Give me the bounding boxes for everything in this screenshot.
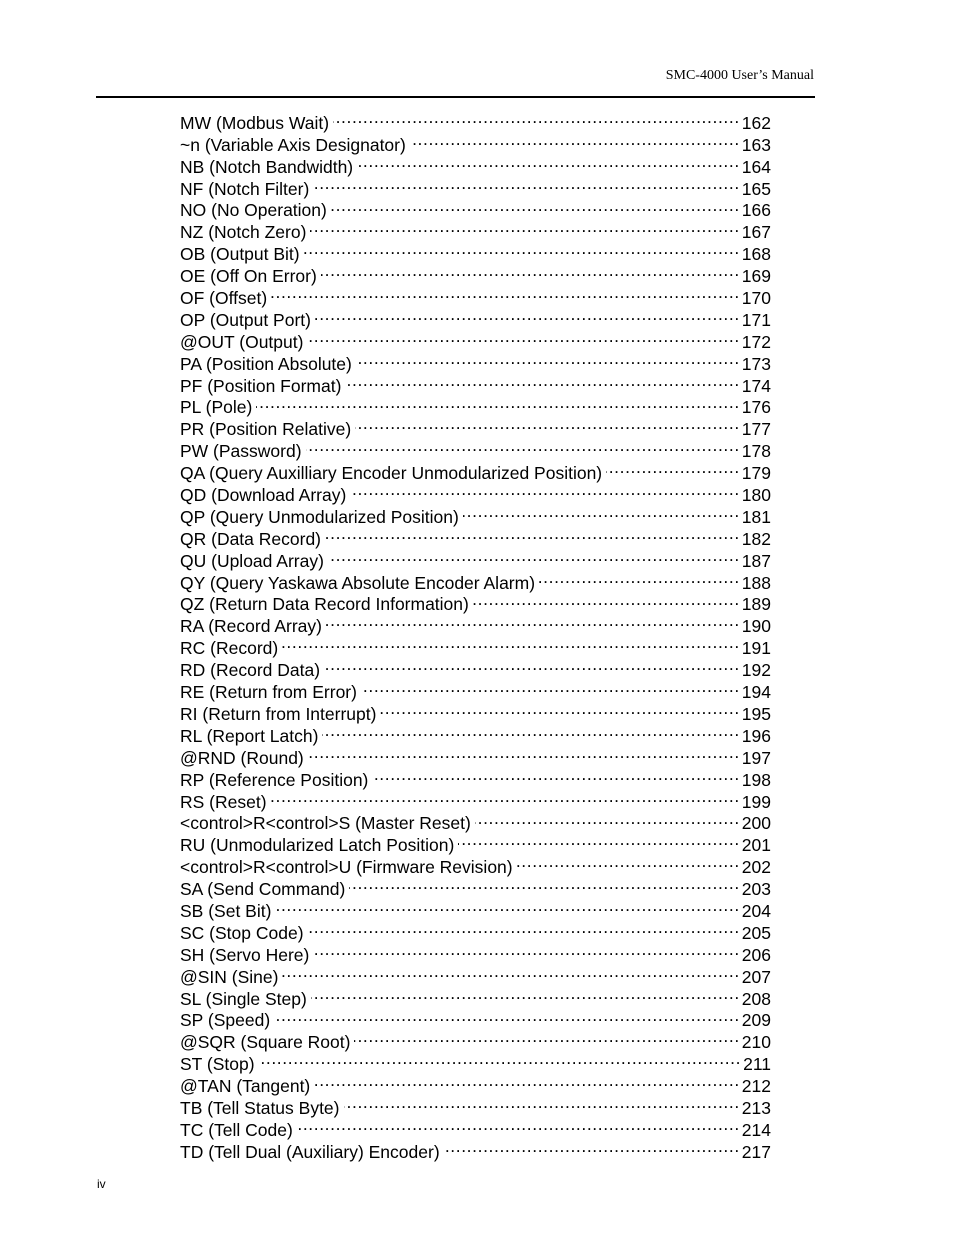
toc-entry-title: OE (Off On Error) bbox=[180, 266, 317, 287]
toc-entry-title: SH (Servo Here) bbox=[180, 944, 310, 965]
toc-entry-title: QA (Query Auxilliary Encoder Unmodularized Position) bbox=[180, 463, 603, 484]
toc-entry[interactable] bbox=[180, 413, 771, 440]
toc-entry-title: TC (Tell Code) bbox=[180, 1119, 293, 1140]
page-number: iv bbox=[97, 1177, 106, 1191]
toc-dot-leader bbox=[356, 348, 740, 370]
toc-dot-leader bbox=[349, 873, 739, 895]
toc-dot-leader bbox=[410, 129, 740, 151]
toc-entry-title: NB (Notch Bandwidth) bbox=[180, 156, 354, 177]
toc-entry-page: 207 bbox=[741, 966, 771, 987]
toc-dot-leader bbox=[271, 786, 740, 808]
toc-entry[interactable] bbox=[180, 1070, 771, 1097]
toc-entry-title: MW (Modbus Wait) bbox=[180, 112, 330, 133]
toc-dot-leader bbox=[313, 173, 739, 195]
toc-entry-page: 172 bbox=[741, 331, 771, 352]
toc-entry-page: 181 bbox=[741, 506, 771, 527]
toc-entry-title: QR (Data Record) bbox=[180, 528, 322, 549]
toc-dot-leader bbox=[306, 435, 740, 457]
toc-dot-leader bbox=[308, 917, 740, 939]
toc-entry-page: 178 bbox=[741, 441, 771, 462]
toc-entry-page: 200 bbox=[741, 813, 771, 834]
toc-entry-page: 177 bbox=[741, 419, 771, 440]
toc-entry-title: SB (Set Bit) bbox=[180, 900, 272, 921]
toc-entry-title: @TAN (Tangent) bbox=[180, 1076, 311, 1097]
toc-entry-title: QP (Query Unmodularized Position) bbox=[180, 506, 459, 527]
toc-entry-page: 176 bbox=[741, 397, 771, 418]
toc-entry-title: TB (Tell Status Byte) bbox=[180, 1097, 340, 1118]
toc-entry-page: 196 bbox=[741, 725, 771, 746]
toc-entry-title: @RND (Round) bbox=[180, 747, 304, 768]
toc-entry-page: 170 bbox=[741, 288, 771, 309]
toc-entry-page: 199 bbox=[741, 791, 771, 812]
toc-entry-page: 211 bbox=[743, 1054, 771, 1075]
toc-entry-title: QD (Download Array) bbox=[180, 485, 347, 506]
toc-entry-page: 214 bbox=[741, 1119, 771, 1140]
toc-entry-title: NZ (Notch Zero) bbox=[180, 222, 307, 243]
toc-entry-title: ~n (Variable Axis Designator) bbox=[180, 134, 406, 155]
toc-entry-title: PW (Password) bbox=[180, 441, 302, 462]
toc-entry-page: 167 bbox=[741, 222, 771, 243]
toc-dot-leader bbox=[282, 961, 739, 983]
toc-dot-leader bbox=[350, 479, 739, 501]
toc-dot-leader bbox=[473, 589, 740, 611]
toc-entry-title: PL (Pole) bbox=[180, 397, 253, 418]
toc-dot-leader bbox=[297, 1114, 740, 1136]
toc-dot-leader bbox=[458, 829, 740, 851]
toc-entry-page: 165 bbox=[741, 178, 771, 199]
toc-dot-leader bbox=[275, 895, 739, 917]
toc-entry-page: 171 bbox=[741, 309, 771, 330]
toc-entry[interactable] bbox=[180, 107, 771, 133]
toc-dot-leader bbox=[372, 764, 739, 786]
toc-dot-leader bbox=[326, 610, 740, 632]
toc-entry-title: RU (Unmodularized Latch Position) bbox=[180, 835, 455, 856]
toc-entry-page: 190 bbox=[741, 616, 771, 637]
toc-entry-title: @SQR (Square Root) bbox=[180, 1032, 351, 1053]
toc-entry-page: 188 bbox=[741, 572, 771, 593]
toc-dot-leader bbox=[315, 304, 740, 326]
toc-entry-page: 198 bbox=[741, 769, 771, 790]
toc-dot-leader bbox=[344, 1092, 740, 1114]
toc-entry-title: ST (Stop) bbox=[180, 1054, 255, 1075]
toc-entry-page: 174 bbox=[741, 375, 771, 396]
toc-dot-leader bbox=[274, 1005, 740, 1027]
toc-entry-title: RA (Record Array) bbox=[180, 616, 322, 637]
toc-entry-page: 169 bbox=[741, 266, 771, 287]
toc-entry-page: 192 bbox=[741, 660, 771, 681]
toc-entry-title: NF (Notch Filter) bbox=[180, 178, 310, 199]
toc-dot-leader bbox=[333, 107, 740, 129]
toc-entry-title: RI (Return from Interrupt) bbox=[180, 703, 377, 724]
toc-entry-title: PR (Position Relative) bbox=[180, 419, 352, 440]
toc-entry-page: 194 bbox=[741, 682, 771, 703]
toc-dot-leader bbox=[355, 413, 740, 435]
toc-entry-page: 210 bbox=[741, 1032, 771, 1053]
toc-dot-leader bbox=[259, 1048, 742, 1070]
toc-entry-page: 208 bbox=[741, 988, 771, 1009]
toc-entry-page: 209 bbox=[741, 1010, 771, 1031]
toc-entry-title: SC (Stop Code) bbox=[180, 922, 304, 943]
toc-entry-title: RE (Return from Error) bbox=[180, 682, 357, 703]
toc-entry-page: 179 bbox=[741, 463, 771, 484]
toc-entry-page: 205 bbox=[741, 922, 771, 943]
toc-entry-title: PA (Position Absolute) bbox=[180, 353, 352, 374]
toc-entry[interactable] bbox=[180, 1048, 771, 1075]
toc-entry-title: RC (Record) bbox=[180, 638, 279, 659]
toc-dot-leader bbox=[380, 698, 739, 720]
toc-dot-leader bbox=[310, 216, 739, 238]
toc-entry-title: RD (Record Data) bbox=[180, 660, 321, 681]
toc-entry-page: 201 bbox=[741, 835, 771, 856]
toc-entry-title: QY (Query Yaskawa Absolute Encoder Alarm) bbox=[180, 572, 536, 593]
toc-dot-leader bbox=[606, 457, 740, 479]
toc-dot-leader bbox=[475, 808, 740, 830]
toc-dot-leader bbox=[354, 1026, 739, 1048]
toc-entry-title: OP (Output Port) bbox=[180, 309, 311, 330]
toc-dot-leader bbox=[539, 567, 740, 589]
toc-dot-leader bbox=[314, 1070, 740, 1092]
toc-entry-page: 195 bbox=[741, 703, 771, 724]
toc-entry-page: 168 bbox=[741, 244, 771, 265]
toc-entry-title: @OUT (Output) bbox=[180, 331, 304, 352]
toc-entry-page: 217 bbox=[741, 1141, 771, 1162]
toc-entry-title: OB (Output Bit) bbox=[180, 244, 300, 265]
toc-dot-leader bbox=[324, 654, 740, 676]
toc-entry-page: 206 bbox=[741, 944, 771, 965]
toc-entry-page: 191 bbox=[741, 638, 771, 659]
toc-entry-page: 202 bbox=[741, 857, 771, 878]
toc-entry-title: NO (No Operation) bbox=[180, 200, 327, 221]
toc-entry-page: 212 bbox=[741, 1076, 771, 1097]
toc-entry-page: 187 bbox=[741, 550, 771, 571]
header-divider bbox=[96, 96, 815, 98]
toc-entry-title: @SIN (Sine) bbox=[180, 966, 279, 987]
toc-entry-title: QU (Upload Array) bbox=[180, 550, 324, 571]
toc-dot-leader bbox=[256, 392, 739, 414]
toc-entry-title: OF (Offset) bbox=[180, 288, 268, 309]
toc-entry-page: 164 bbox=[741, 156, 771, 177]
toc-entry-page: 189 bbox=[741, 594, 771, 615]
toc-entry-page: 204 bbox=[741, 900, 771, 921]
toc-entry[interactable] bbox=[180, 392, 771, 418]
toc-dot-leader bbox=[444, 1136, 740, 1158]
toc-entry-page: 197 bbox=[741, 747, 771, 768]
toc-entry-title: <control>R<control>S (Master Reset) bbox=[180, 813, 471, 834]
toc-entry-title: PF (Position Format) bbox=[180, 375, 342, 396]
toc-entry-title: SL (Single Step) bbox=[180, 988, 307, 1009]
toc-entry-title: RP (Reference Position) bbox=[180, 769, 369, 790]
toc-dot-leader bbox=[463, 501, 740, 523]
toc-entry-page: 182 bbox=[741, 528, 771, 549]
table-of-contents bbox=[180, 107, 771, 1162]
toc-entry-page: 203 bbox=[741, 879, 771, 900]
toc-entry-title: RS (Reset) bbox=[180, 791, 267, 812]
toc-dot-leader bbox=[328, 545, 740, 567]
toc-dot-leader bbox=[325, 523, 740, 545]
toc-entry-title: SA (Send Command) bbox=[180, 879, 346, 900]
toc-dot-leader bbox=[307, 326, 739, 348]
toc-dot-leader bbox=[517, 851, 740, 873]
toc-dot-leader bbox=[271, 282, 740, 304]
toc-entry-title: RL (Report Latch) bbox=[180, 725, 319, 746]
toc-entry-title: <control>R<control>U (Firmware Revision) bbox=[180, 857, 513, 878]
toc-entry-page: 173 bbox=[741, 353, 771, 374]
toc-entry-title: QZ (Return Data Record Information) bbox=[180, 594, 469, 615]
toc-entry-page: 180 bbox=[741, 485, 771, 506]
toc-dot-leader bbox=[357, 151, 740, 173]
toc-dot-leader bbox=[282, 632, 740, 654]
toc-entry-page: 162 bbox=[741, 112, 771, 133]
toc-entry-page: 166 bbox=[741, 200, 771, 221]
toc-dot-leader bbox=[321, 260, 740, 282]
running-header-title: SMC-4000 User’s Manual bbox=[665, 68, 814, 83]
toc-dot-leader bbox=[313, 939, 739, 961]
toc-dot-leader bbox=[331, 195, 740, 217]
toc-dot-leader bbox=[322, 720, 739, 742]
toc-dot-leader bbox=[304, 238, 740, 260]
toc-entry-page: 213 bbox=[741, 1097, 771, 1118]
toc-dot-leader bbox=[361, 676, 740, 698]
toc-entry-title: SP (Speed) bbox=[180, 1010, 271, 1031]
toc-dot-leader bbox=[345, 370, 739, 392]
toc-entry-title: TD (Tell Dual (Auxiliary) Encoder) bbox=[180, 1141, 440, 1162]
toc-dot-leader bbox=[308, 742, 740, 764]
toc-dot-leader bbox=[311, 983, 740, 1005]
toc-entry-page: 163 bbox=[741, 134, 771, 155]
